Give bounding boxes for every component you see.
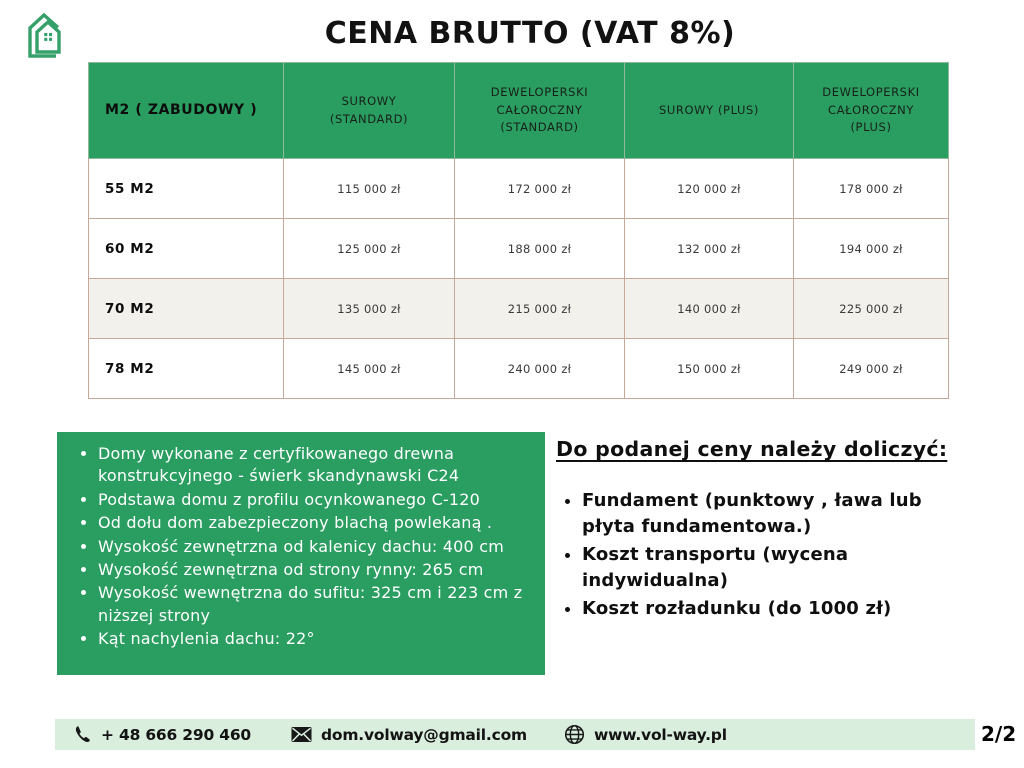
header-deweloperski-standard: DEWELOPERSKI CAŁOROCZNY (STANDARD) — [455, 63, 625, 159]
table-header-row — [89, 63, 949, 159]
feature-item: • Wysokość zewnętrzna od kalenicy dachu: 400 cm — [98, 536, 529, 558]
price-cell: 120 000 zł — [625, 159, 794, 219]
header-surowy-plus: SUROWY (PLUS) — [625, 63, 794, 159]
table-row — [89, 339, 949, 399]
page-number: 2/2 — [981, 722, 1017, 746]
extras-item: • Fundament (punktowy , ława lub płyta fundamentowa.) — [582, 488, 960, 540]
header-surowy-standard: SUROWY (STANDARD) — [284, 63, 455, 159]
price-cell: 150 000 zł — [625, 339, 794, 399]
price-cell: 240 000 zł — [455, 339, 625, 399]
footer-phone-number: + 48 666 290 460 — [101, 725, 252, 744]
row-label: 55 M2 — [89, 159, 284, 219]
price-cell: 132 000 zł — [625, 219, 794, 279]
feature-item: • Wysokość zewnętrzna od strony rynny: 265 cm — [98, 559, 529, 581]
footer-bar — [55, 719, 975, 750]
header-m2-zabudowy: M2 ( ZABUDOWY ) — [89, 63, 284, 159]
footer-website — [564, 724, 727, 745]
table-row — [89, 219, 949, 279]
features-list — [71, 443, 529, 651]
price-cell: 178 000 zł — [794, 159, 949, 219]
phone-receiver-icon — [73, 724, 92, 745]
footer-phone — [73, 724, 251, 745]
extras-section — [556, 437, 960, 624]
feature-item: • Domy wykonane z certyfikowanego drewna konstrukcyjnego - świerk skandynawski C24 — [98, 443, 529, 488]
price-cell: 115 000 zł — [284, 159, 455, 219]
feature-item: • Wysokość wewnętrzna do sufitu: 325 cm i 223 cm z niższej strony — [98, 582, 529, 627]
price-cell: 194 000 zł — [794, 219, 949, 279]
globe-icon — [564, 724, 585, 745]
features-box — [57, 432, 545, 675]
price-cell: 125 000 zł — [284, 219, 455, 279]
price-cell: 135 000 zł — [284, 279, 455, 339]
header-deweloperski-plus: DEWELOPERSKI CAŁOROCZNY (PLUS) — [794, 63, 949, 159]
price-cell: 249 000 zł — [794, 339, 949, 399]
price-cell: 172 000 zł — [455, 159, 625, 219]
footer-email-address: dom.volway@gmail.com — [321, 725, 527, 744]
extras-heading: Do podanej ceny należy doliczyć: — [556, 437, 948, 461]
feature-item: • Podstawa domu z profilu ocynkowanego C-120 — [98, 489, 529, 511]
footer-website-url: www.vol-way.pl — [593, 725, 727, 744]
page-title: CENA BRUTTO (VAT 8%) — [324, 16, 736, 51]
extras-list — [556, 488, 960, 622]
price-table — [88, 62, 949, 399]
extras-item: • Koszt transportu (wycena indywidualna) — [582, 542, 960, 594]
price-cell: 225 000 zł — [794, 279, 949, 339]
price-cell: 140 000 zł — [625, 279, 794, 339]
row-label: 70 M2 — [89, 279, 284, 339]
row-label: 78 M2 — [89, 339, 284, 399]
price-cell: 145 000 zł — [284, 339, 455, 399]
price-cell: 188 000 zł — [455, 219, 625, 279]
row-label: 60 M2 — [89, 219, 284, 279]
extras-item: • Koszt rozładunku (do 1000 zł) — [582, 596, 960, 622]
table-row — [89, 279, 949, 339]
footer-email — [291, 726, 527, 744]
table-row — [89, 159, 949, 219]
price-cell: 215 000 zł — [455, 279, 625, 339]
feature-item: • Od dołu dom zabezpieczony blachą powlekaną . — [98, 512, 529, 534]
envelope-icon — [291, 726, 312, 743]
feature-item: • Kąt nachylenia dachu: 22° — [98, 628, 529, 650]
